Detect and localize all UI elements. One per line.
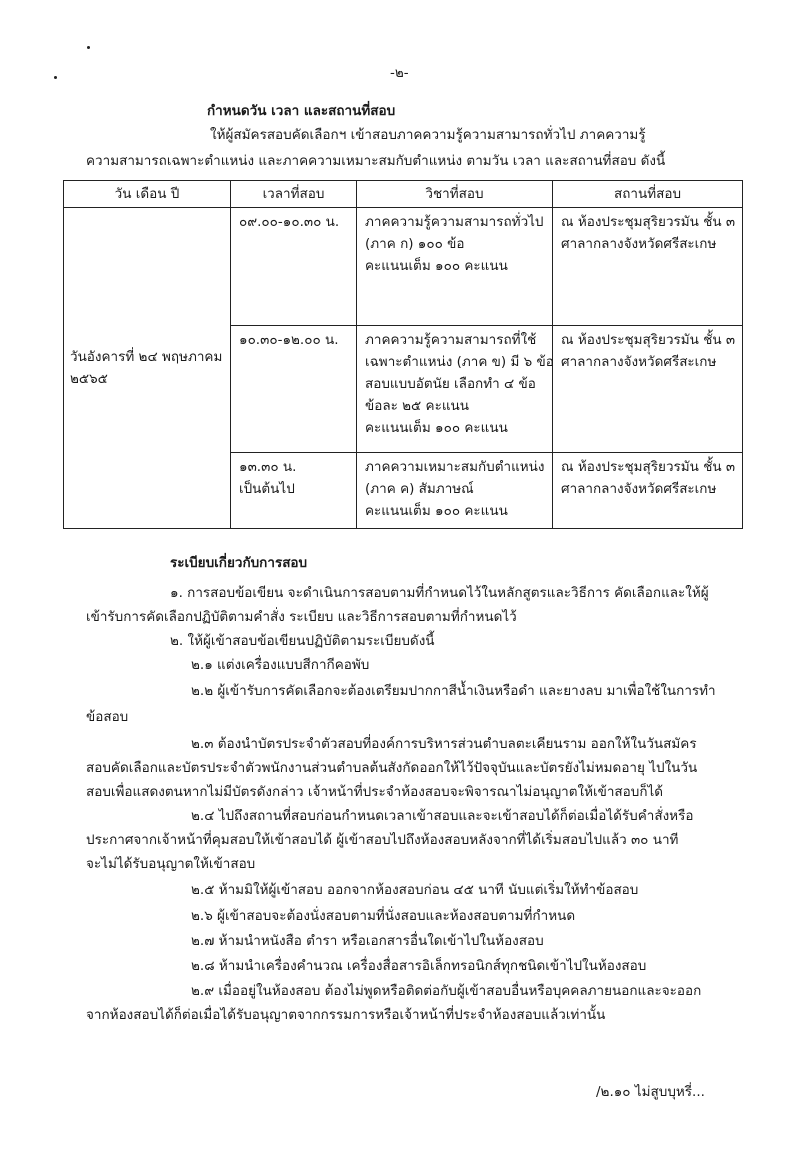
subject-text: ข้อละ ๒๕ คะแนน (365, 398, 469, 414)
header-place: สถานที่สอบ (553, 181, 743, 208)
rule-2-1: ๒.๑ แต่งเครื่องแบบสีกากีคอพับ (191, 657, 370, 673)
subject-text: ภาคความรู้ความสามารถทั่วไป (365, 214, 544, 230)
exam-date-line-2: ๒๕๖๕ (70, 371, 108, 387)
subject-cell (357, 326, 553, 453)
intro-line-2: ความสามารถเฉพาะตำแหน่ง และภาคความเหมาะสมกับตำแหน่ง ตามวัน เวลา และสถานที่สอบ ดังนี้ (86, 153, 666, 169)
rule-2-3-line-1: ๒.๓ ต้องนำบัตรประจำตัวสอบที่องค์การบริหารส่วนตำบลตะเคียนราม ออกให้ในวันสมัคร (191, 736, 697, 752)
header-time: เวลาที่สอบ (231, 181, 357, 208)
time-cell (231, 326, 357, 453)
time-text: ๐๙.๐๐-๑๐.๓๐ น. (239, 214, 340, 230)
time-cell (231, 453, 357, 529)
subject-text: ภาคความรู้ความสามารถที่ใช้ (365, 332, 537, 348)
rule-2: ๒. ให้ผู้เข้าสอบข้อเขียนปฏิบัติตามระเบียบดังนี้ (170, 633, 435, 649)
subject-text: ภาคความเหมาะสมกับตำแหน่ง (365, 459, 545, 475)
rule-1-line-1: ๑. การสอบข้อเขียน จะดำเนินการสอบตามที่กำหนดไว้ในหลักสูตรและวิธีการ คัดเลือกและให้ผู้ (170, 585, 709, 601)
rule-2-4-line-2: ประกาศจากเจ้าหน้าที่คุมสอบให้เข้าสอบได้ ผู้เข้าสอบไปถึงห้องสอบหลังจากที่ได้เริ่มสอบไปแล้ว ๓๐ นาที (86, 832, 679, 848)
subject-text: เฉพาะตำแหน่ง (ภาค ข) มี ๖ ข้อ (365, 354, 554, 370)
place-cell (553, 326, 743, 453)
time-cell (231, 208, 357, 326)
subject-text: คะแนนเต็ม ๑๐๐ คะแนน (365, 503, 508, 519)
place-text: ณ ห้องประชุมสุริยวรมัน ชั้น ๓ (561, 214, 736, 230)
header-subject: วิชาที่สอบ (357, 181, 553, 208)
subject-text: (ภาค ก) ๑๐๐ ข้อ (365, 236, 465, 252)
place-text: ศาลากลางจังหวัดศรีสะเกษ (561, 481, 717, 497)
header-date: วัน เดือน ปี (64, 181, 231, 208)
place-text: ศาลากลางจังหวัดศรีสะเกษ (561, 354, 717, 370)
rule-1-line-2: เข้ารับการคัดเลือกปฏิบัติตามคำสั่ง ระเบียบ และวิธีการสอบตามที่กำหนดไว้ (86, 609, 517, 625)
scan-speck (54, 76, 57, 79)
exam-schedule-table (63, 180, 743, 529)
subject-text: คะแนนเต็ม ๑๐๐ คะแนน (365, 420, 508, 436)
table-header-row (64, 181, 743, 208)
place-text: ณ ห้องประชุมสุริยวรมัน ชั้น ๓ (561, 459, 736, 475)
scan-speck (87, 46, 90, 49)
subject-text: คะแนนเต็ม ๑๐๐ คะแนน (365, 258, 508, 274)
place-text: ณ ห้องประชุมสุริยวรมัน ชั้น ๓ (561, 332, 736, 348)
rule-2-4-line-1: ๒.๔ ไปถึงสถานที่สอบก่อนกำหนดเวลาเข้าสอบและจะเข้าสอบได้ก็ต่อเมื่อได้รับคำสั่งหรือ (191, 808, 694, 824)
rules-heading: ระเบียบเกี่ยวกับการสอบ (170, 555, 308, 571)
subject-cell (357, 208, 553, 326)
rule-2-3-line-2: สอบคัดเลือกและบัตรประจำตัวพนักงานส่วนตำบลต้นสังกัดออกให้ไว้ปัจจุบันและบัตรยังไม่หมดอายุ ไปในวัน (86, 760, 698, 776)
place-text: ศาลากลางจังหวัดศรีสะเกษ (561, 236, 717, 252)
rule-2-2-line-1: ๒.๒ ผู้เข้ารับการคัดเลือกจะต้องเตรียมปากกาสีน้ำเงินหรือดำ และยางลบ มาเพื่อใช้ในการทำ (191, 683, 716, 699)
page-number: -๒- (390, 65, 409, 81)
rule-2-7: ๒.๗ ห้ามนำหนังสือ ตำรา หรือเอกสารอื่นใดเข้าไปในห้องสอบ (191, 933, 544, 949)
time-text: ๑๓.๓๐ น. (239, 459, 297, 475)
rule-2-5: ๒.๕ ห้ามมิให้ผู้เข้าสอบ ออกจากห้องสอบก่อน ๔๕ นาที นับแต่เริ่มให้ทำข้อสอบ (191, 882, 639, 898)
time-text: ๑๐.๓๐-๑๒.๐๐ น. (239, 332, 339, 348)
continuation-note: /๒.๑๐ ไม่สูบบุหรี่... (596, 1084, 705, 1100)
exam-date-cell (64, 208, 231, 529)
subject-cell (357, 453, 553, 529)
subject-text: (ภาค ค) สัมภาษณ์ (365, 481, 474, 497)
place-cell (553, 208, 743, 326)
rule-2-9-line-2: จากห้องสอบได้ก็ต่อเมื่อได้รับอนุญาตจากกรรมการหรือเจ้าหน้าที่ประจำห้องสอบแล้วเท่านั้น (86, 1007, 606, 1023)
time-text: เป็นต้นไป (239, 481, 295, 497)
rule-2-3-line-3: สอบเพื่อแสดงตนหากไม่มีบัตรดังกล่าว เจ้าหน้าที่ประจำห้องสอบจะพิจารณาไม่อนุญาตให้เข้าสอบก็ได้ (86, 784, 664, 800)
rule-2-8: ๒.๘ ห้ามนำเครื่องคำนวณ เครื่องสื่อสารอิเล็กทรอนิกส์ทุกชนิดเข้าไปในห้องสอบ (191, 958, 647, 974)
subject-text: สอบแบบอัตนัย เลือกทำ ๔ ข้อ (365, 376, 536, 392)
table-row (64, 208, 743, 326)
schedule-heading: กำหนดวัน เวลา และสถานที่สอบ (207, 103, 396, 119)
intro-line-1: ให้ผู้สมัครสอบคัดเลือกฯ เข้าสอบภาคความรู้ความสามารถทั่วไป ภาคความรู้ (210, 127, 646, 143)
place-cell (553, 453, 743, 529)
rule-2-9-line-1: ๒.๙ เมื่ออยู่ในห้องสอบ ต้องไม่พูดหรือติดต่อกับผู้เข้าสอบอื่นหรือบุคคลภายนอกและจะออก (191, 983, 702, 999)
rule-2-4-line-3: จะไม่ได้รับอนุญาตให้เข้าสอบ (86, 856, 256, 872)
rule-2-2-line-2: ข้อสอบ (86, 709, 129, 725)
exam-date-line-1: วันอังคารที่ ๒๔ พฤษภาคม (70, 349, 223, 365)
rule-2-6: ๒.๖ ผู้เข้าสอบจะต้องนั่งสอบตามที่นั่งสอบและห้องสอบตามที่กำหนด (191, 908, 576, 924)
